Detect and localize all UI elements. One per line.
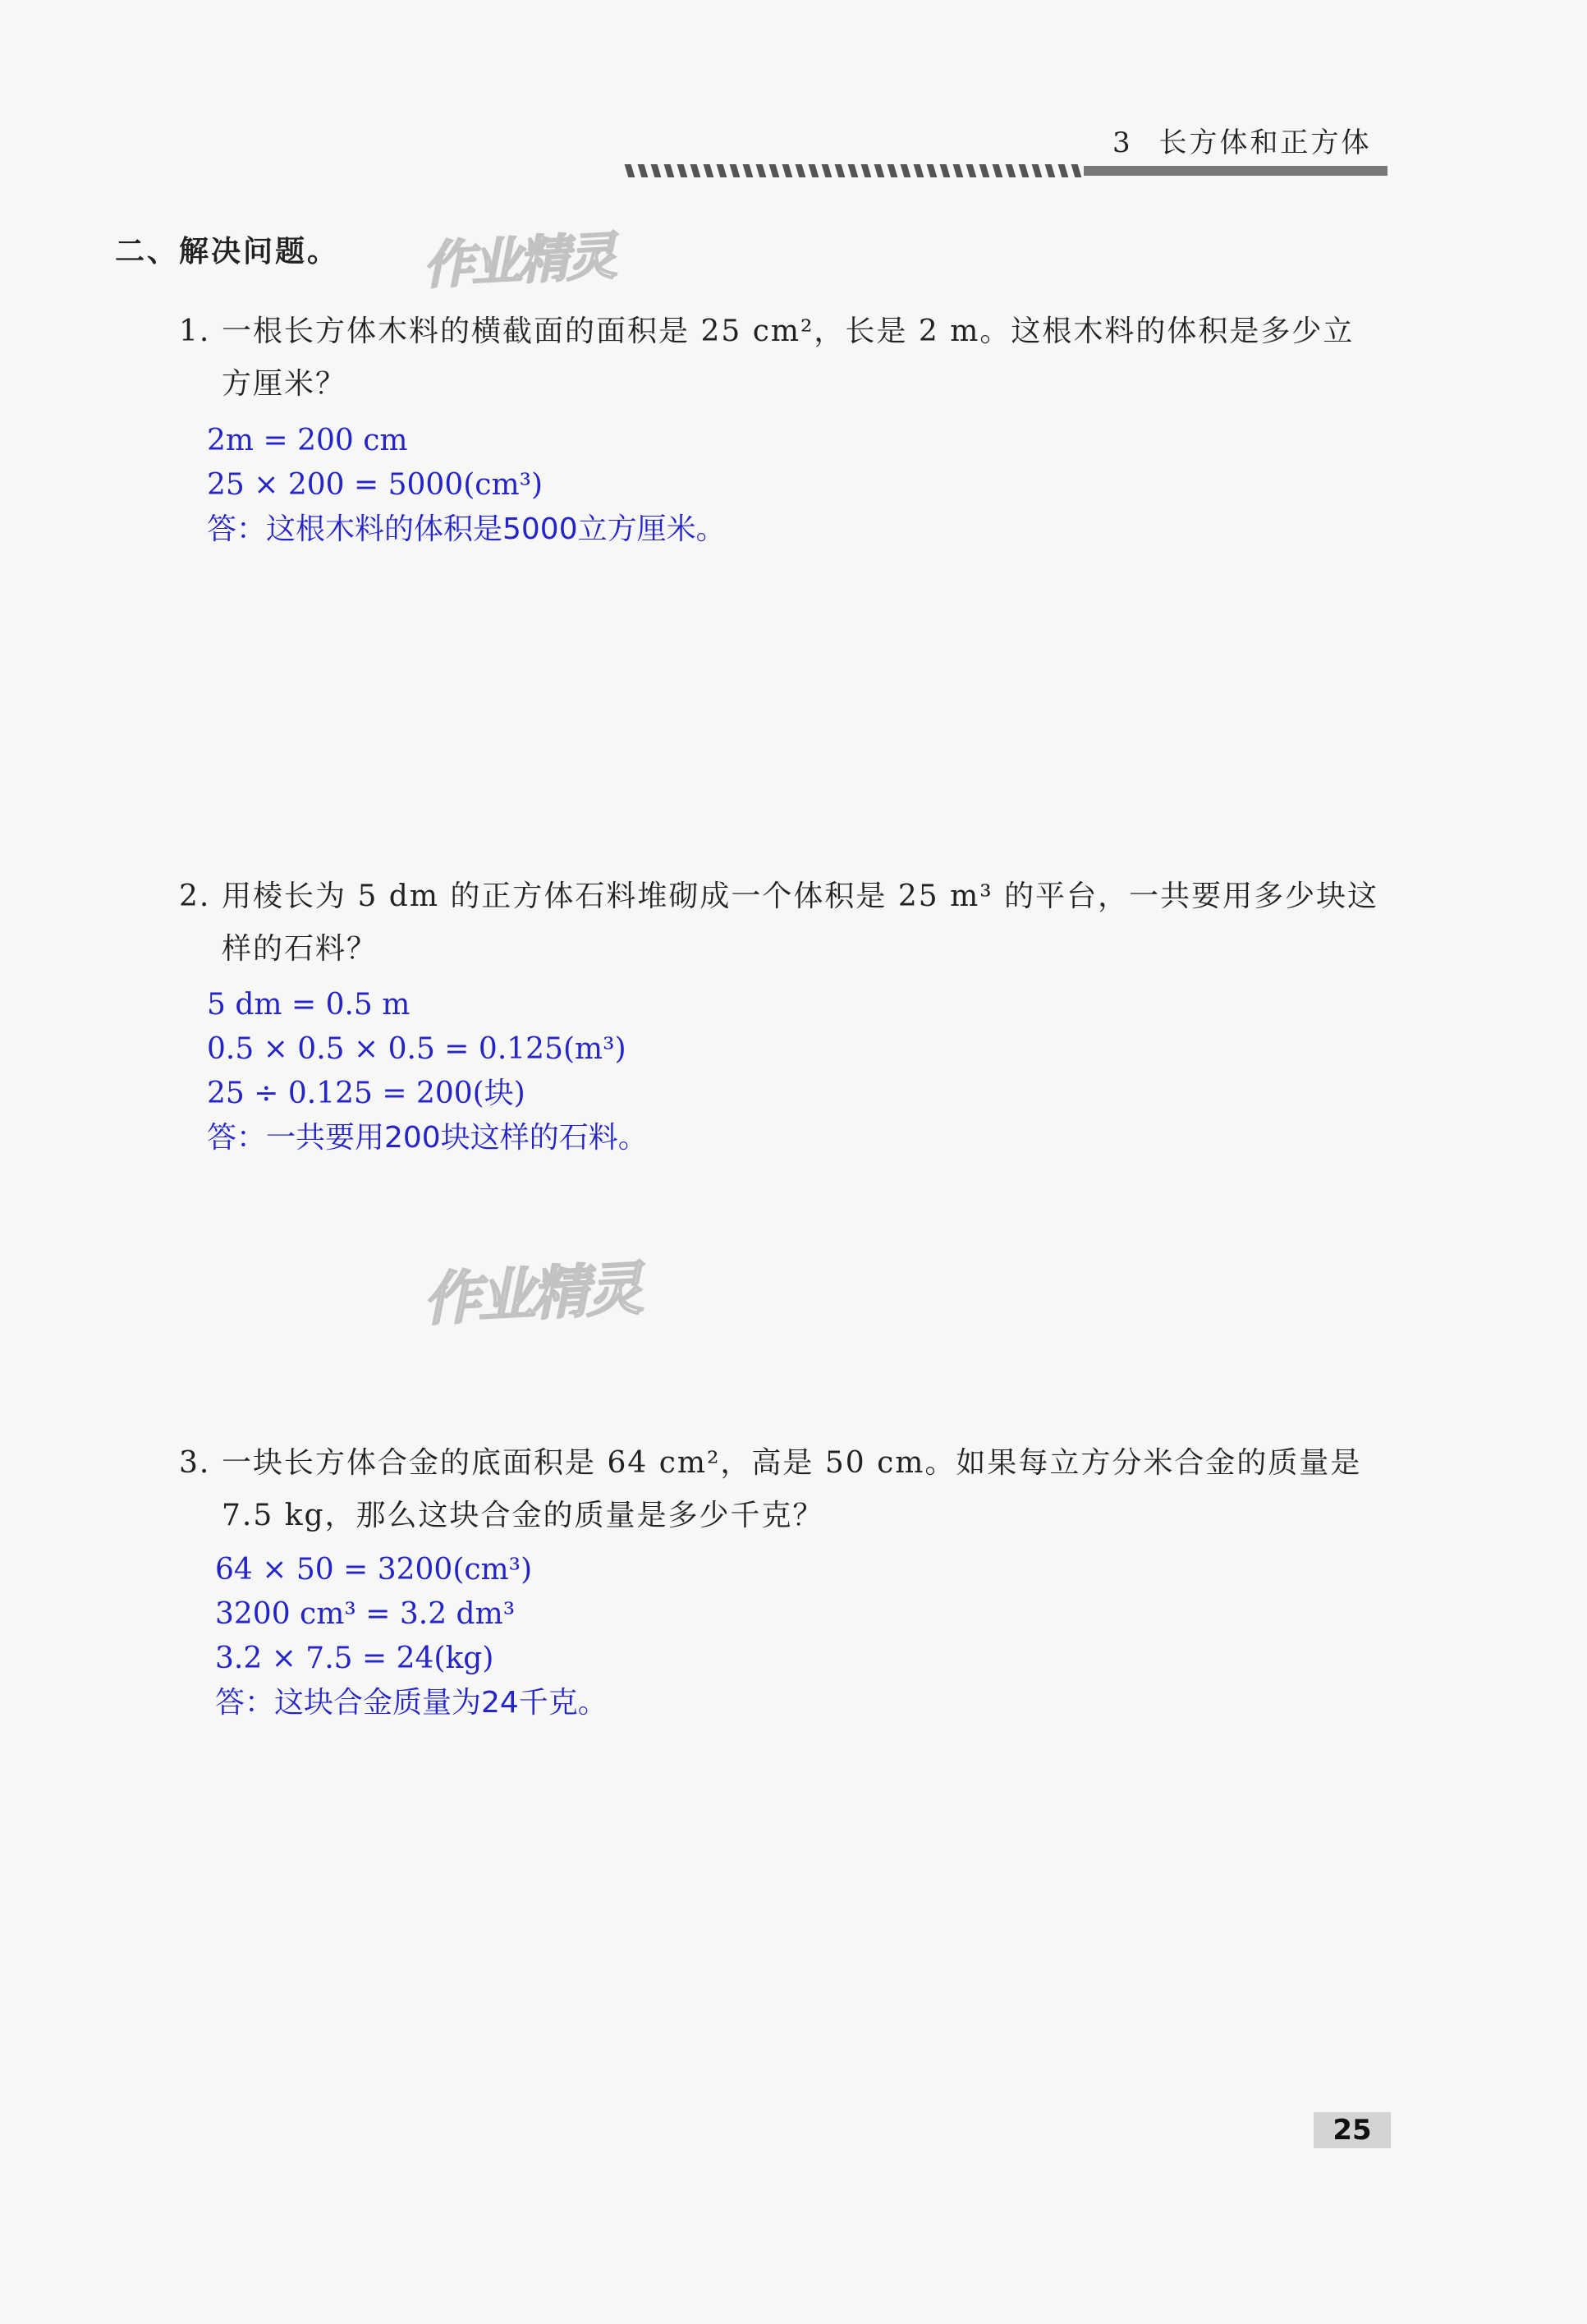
answer-1 — [207, 419, 726, 552]
question-number: 2. — [179, 880, 211, 913]
chapter-header — [1112, 120, 1371, 160]
answer-line: 3.2 × 7.5 = 24(kg) — [215, 1642, 494, 1675]
answer-line: 2m = 200 cm — [207, 424, 408, 457]
chapter-title: 长方体和正方体 — [1158, 126, 1372, 159]
question-number: 3. — [179, 1446, 211, 1480]
page-number: 25 — [1314, 2112, 1391, 2148]
answer-line: 25 ÷ 0.125 = 200(块) — [207, 1077, 525, 1110]
answer-3 — [215, 1548, 608, 1725]
question-text-continued: 7.5 kg，那么这块合金的质量是多少千克？ — [222, 1499, 824, 1532]
question-text: 用棱长为 5 dm 的正方体石料堆砌成一个体积是 25 m³ 的平台，一共要用多少块这 — [222, 880, 1379, 913]
answer-2 — [207, 983, 648, 1160]
question-text-continued: 样的石料？ — [222, 932, 378, 966]
answer-line: 25 × 200 = 5000(cm³) — [207, 468, 544, 502]
question-text: 一根长方体木料的横截面的面积是 25 cm²，长是 2 m。这根木料的体积是多少立 — [222, 315, 1355, 348]
question-1 — [179, 305, 1354, 411]
watermark-logo: 作业精灵 — [421, 1254, 642, 1334]
chapter-number: 3 — [1112, 126, 1133, 159]
answer-conclusion: 答：这块合金质量为24千克。 — [215, 1686, 608, 1720]
answer-conclusion: 答：这根木料的体积是5000立方厘米。 — [207, 512, 726, 546]
answer-line: 5 dm = 0.5 m — [207, 988, 411, 1022]
watermark-logo: 作业精灵 — [421, 225, 616, 296]
question-text-continued: 方厘米？ — [222, 367, 347, 401]
answer-line: 3200 cm³ = 3.2 dm³ — [215, 1597, 516, 1631]
answer-line: 64 × 50 = 3200(cm³) — [215, 1553, 533, 1587]
question-3 — [179, 1437, 1361, 1542]
question-2 — [179, 870, 1378, 976]
question-number: 1. — [179, 315, 211, 348]
answer-line: 0.5 × 0.5 × 0.5 = 0.125(m³) — [207, 1032, 626, 1066]
question-text: 一块长方体合金的底面积是 64 cm²，高是 50 cm。如果每立方分米合金的质量是 — [222, 1446, 1362, 1480]
answer-conclusion: 答：一共要用200块这样的石料。 — [207, 1121, 648, 1155]
header-decorative-bar — [624, 163, 1387, 179]
section-title: 二、解决问题。 — [115, 234, 340, 269]
